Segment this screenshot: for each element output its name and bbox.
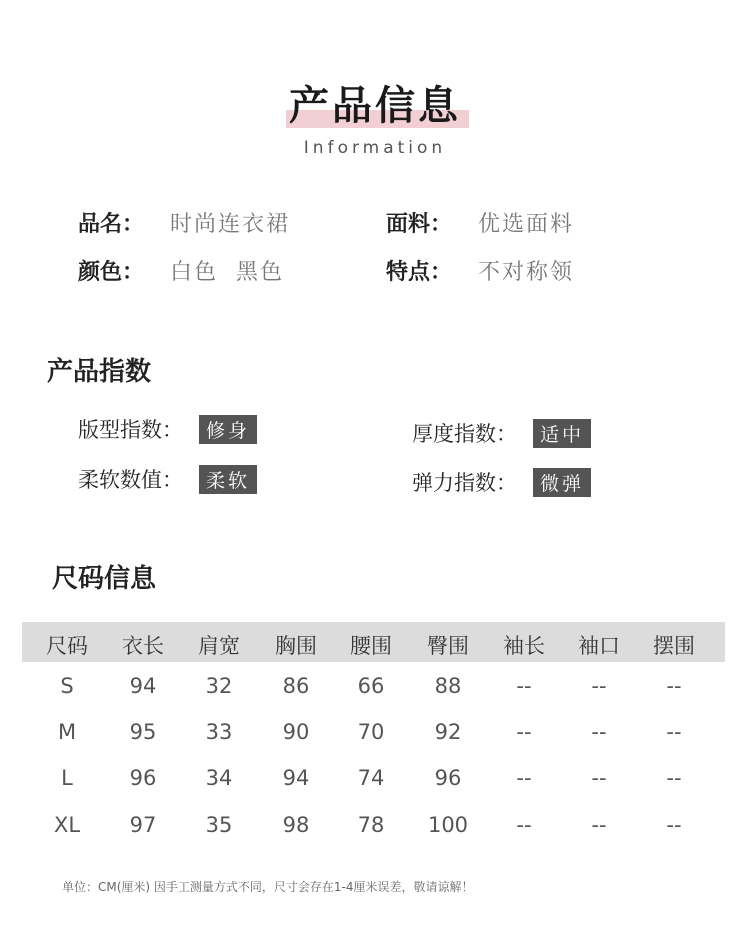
- info-label: 特点：: [386, 260, 453, 285]
- size-table-cell: --: [666, 720, 682, 744]
- page-subtitle: Information: [303, 138, 447, 158]
- size-table-cell: --: [516, 720, 532, 744]
- size-table-cell: S: [60, 674, 74, 698]
- size-column-header: 肩宽: [198, 634, 240, 658]
- info-product-name: [78, 207, 290, 238]
- size-table-cell: 94: [129, 674, 157, 698]
- index-badge: 修身: [199, 415, 257, 444]
- index-label: 厚度指数：: [412, 422, 517, 446]
- size-table-cell: 96: [129, 766, 157, 790]
- index-label: 版型指数：: [78, 418, 183, 442]
- index-badge: 适中: [533, 419, 591, 448]
- size-table-cell: L: [61, 766, 73, 790]
- size-column-header: 胸围: [275, 634, 317, 658]
- size-table-cell: 95: [129, 720, 157, 744]
- size-table-cell: --: [666, 766, 682, 790]
- size-table-cell: --: [516, 766, 532, 790]
- size-column-header: 袖口: [578, 634, 620, 658]
- size-table-cell: 86: [282, 674, 310, 698]
- size-table-cell: 94: [282, 766, 310, 790]
- size-table-cell: --: [516, 813, 532, 837]
- info-value: 不对称领: [478, 260, 575, 285]
- size-column-header: 摆围: [653, 634, 695, 658]
- info-label: 面料：: [386, 212, 453, 237]
- size-column-header: 臀围: [427, 634, 469, 658]
- size-column-header: 衣长: [122, 634, 164, 658]
- size-table-cell: 32: [205, 674, 233, 698]
- index-fit: [78, 414, 257, 444]
- index-label: 弹力指数：: [412, 471, 517, 495]
- info-value: 白色 黑色: [170, 260, 285, 285]
- info-label: 颜色：: [78, 260, 145, 285]
- page-title: 产品信息: [289, 83, 461, 129]
- size-table-cell: 34: [205, 766, 233, 790]
- size-table-cell: --: [591, 813, 607, 837]
- size-table-cell: 74: [357, 766, 385, 790]
- size-table-cell: --: [591, 720, 607, 744]
- size-table-cell: --: [516, 674, 532, 698]
- size-table-cell: 66: [357, 674, 385, 698]
- size-column-header: 腰围: [350, 634, 392, 658]
- size-table-cell: 33: [205, 720, 233, 744]
- size-table-cell: 70: [357, 720, 385, 744]
- size-table-cell: --: [666, 813, 682, 837]
- size-table-cell: 88: [434, 674, 462, 698]
- info-value: 优选面料: [478, 212, 575, 237]
- size-section-title: 尺码信息: [52, 564, 157, 594]
- size-table-cell: 96: [434, 766, 462, 790]
- size-table-cell: --: [666, 674, 682, 698]
- size-table-cell: 98: [282, 813, 310, 837]
- size-table-cell: --: [591, 766, 607, 790]
- size-table-cell: 97: [129, 813, 157, 837]
- index-elasticity: [412, 467, 591, 497]
- info-feature: [386, 255, 574, 286]
- index-softness: [78, 464, 257, 494]
- size-table-cell: 100: [427, 813, 469, 837]
- size-column-header: 袖长: [503, 634, 545, 658]
- index-label: 柔软数值：: [78, 468, 183, 492]
- index-section-title: 产品指数: [47, 357, 152, 387]
- info-color: [78, 255, 284, 286]
- size-table-cell: M: [57, 720, 77, 744]
- size-table-cell: XL: [53, 813, 81, 837]
- size-column-header: 尺码: [46, 634, 88, 658]
- index-thickness: [412, 418, 591, 448]
- size-table-cell: --: [591, 674, 607, 698]
- index-badge: 柔软: [199, 465, 257, 494]
- size-table-cell: 35: [205, 813, 233, 837]
- measurement-note: 单位：CM(厘米) 因手工测量方式不同，尺寸会存在1-4厘米误差，敬请谅解！: [62, 880, 474, 894]
- info-label: 品名：: [78, 212, 145, 237]
- index-badge: 微弹: [533, 468, 591, 497]
- size-table-cell: 78: [357, 813, 385, 837]
- info-fabric: [386, 207, 574, 238]
- size-table-cell: 90: [282, 720, 310, 744]
- size-table-cell: 92: [434, 720, 462, 744]
- info-value: 时尚连衣裙: [170, 212, 291, 237]
